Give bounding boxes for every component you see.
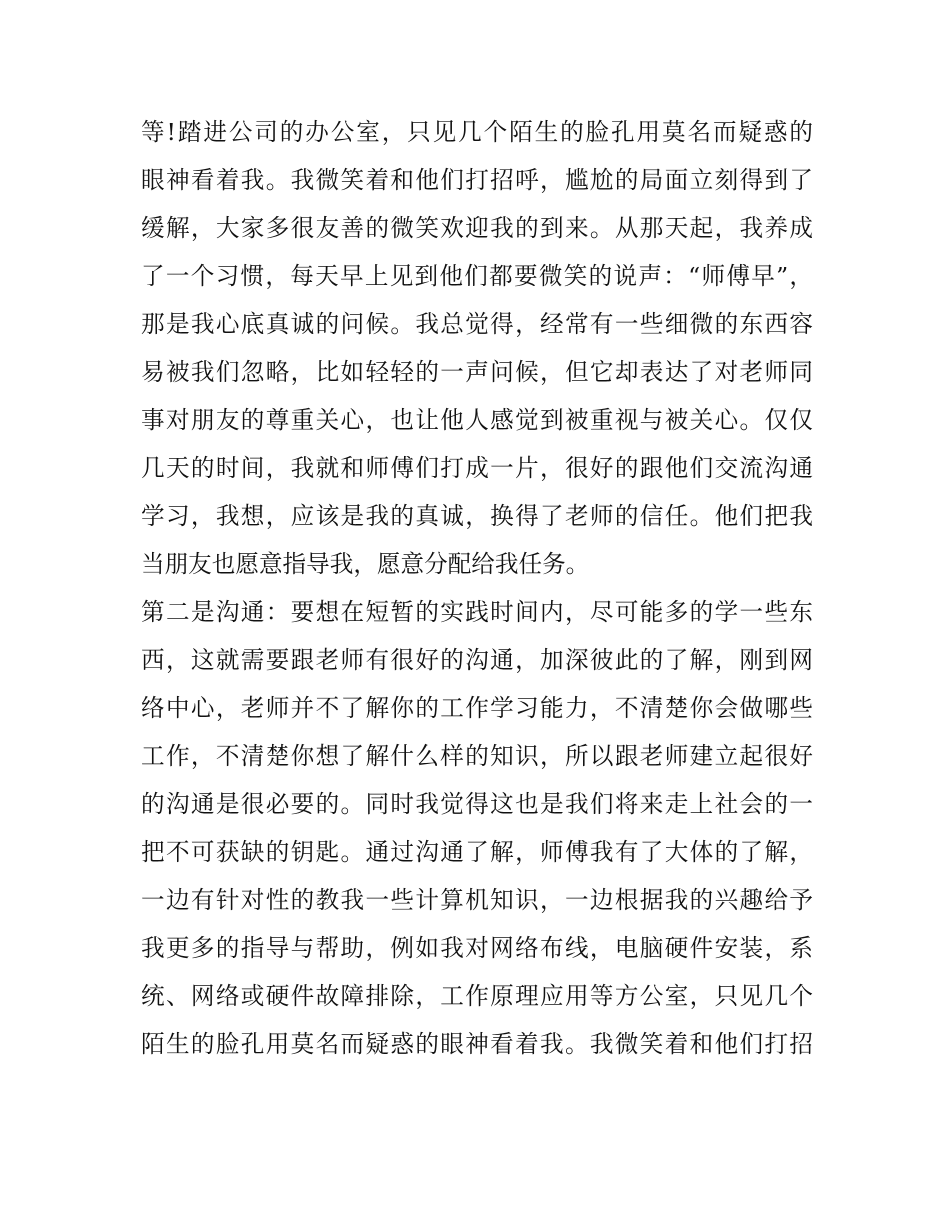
text-line: 眼神看着我。我微笑着和他们打招呼，尴尬的局面立刻得到了 (141, 166, 813, 194)
text-line: 那是我心底真诚的问候。我总觉得，经常有一些细微的东西容 (141, 310, 813, 338)
text-line: 把不可获缺的钥匙。通过沟通了解，师傅我有了大体的了解， (141, 838, 813, 866)
text-line: 第二是沟通：要想在短暂的实践时间内，尽可能多的学一些东 (141, 598, 813, 626)
text-line: 西，这就需要跟老师有很好的沟通，加深彼此的了解，刚到网 (141, 646, 813, 674)
text-line: 我更多的指导与帮助，例如我对网络布线，电脑硬件安装，系 (141, 934, 813, 962)
text-line: 统、网络或硬件故障排除，工作原理应用等方公室，只见几个 (141, 982, 813, 1010)
paragraph-end-line: 当朋友也愿意指导我，愿意分配给我任务。 (141, 550, 590, 578)
text-line: 缓解，大家多很友善的微笑欢迎我的到来。从那天起，我养成 (141, 214, 813, 242)
text-line: 几天的时间，我就和师傅们打成一片，很好的跟他们交流沟通 (141, 454, 813, 482)
text-line: 工作，不清楚你想了解什么样的知识，所以跟老师建立起很好 (141, 742, 813, 770)
text-line: 络中心，老师并不了解你的工作学习能力，不清楚你会做哪些 (141, 694, 813, 722)
text-line: 了一个习惯，每天早上见到他们都要微笑的说声：“师傅早”， (141, 262, 813, 290)
text-line: 学习，我想，应该是我的真诚，换得了老师的信任。他们把我 (141, 502, 813, 530)
text-line: 陌生的脸孔用莫名而疑惑的眼神看着我。我微笑着和他们打招 (141, 1030, 813, 1058)
text-line: 易被我们忽略，比如轻轻的一声问候，但它却表达了对老师同 (141, 358, 813, 386)
text-line: 一边有针对性的教我一些计算机知识，一边根据我的兴趣给予 (141, 886, 813, 914)
text-line: 等!踏进公司的办公室，只见几个陌生的脸孔用莫名而疑惑的 (141, 118, 813, 146)
text-line: 的沟通是很必要的。同时我觉得这也是我们将来走上社会的一 (141, 790, 813, 818)
body-text (141, 108, 813, 1068)
text-line: 事对朋友的尊重关心，也让他人感觉到被重视与被关心。仅仅 (141, 406, 813, 434)
